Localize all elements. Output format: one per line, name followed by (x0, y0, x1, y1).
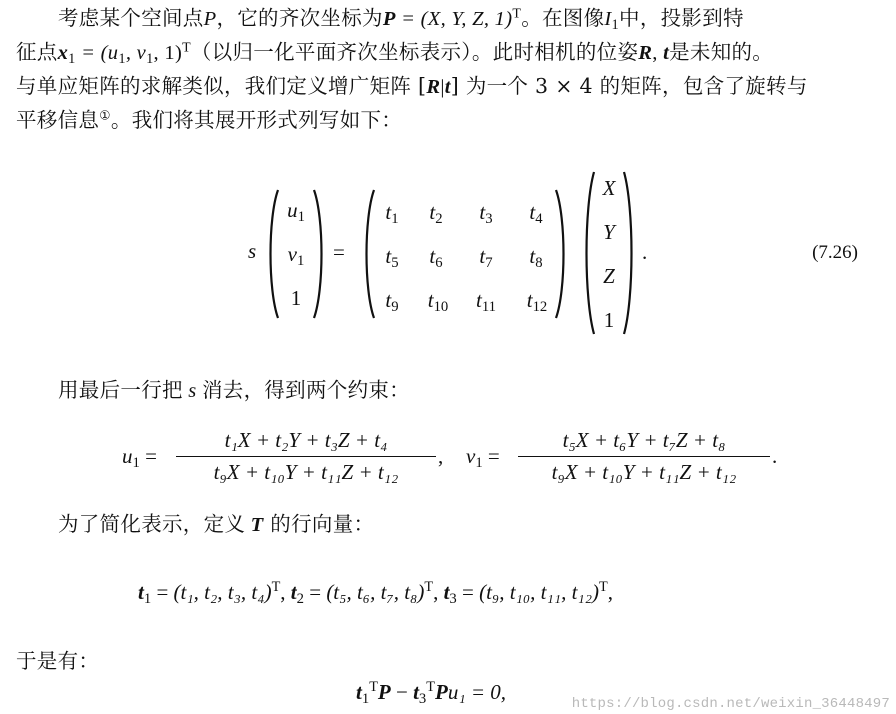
lhs-right-paren (312, 188, 326, 320)
rhs-Y: Y (603, 220, 615, 244)
lhs-v1: $v_1$ (287, 242, 305, 270)
fraction-bar (176, 456, 436, 457)
lhs-one: 1 (290, 286, 302, 310)
fraction-bar (518, 456, 770, 457)
v1-fraction: t₅X + t₆Y + t₇Z + t₈ t₉X + t₁₀Y + t₁₁Z + t₁₂ (518, 428, 770, 485)
intro-line-1: 考虑某个空间点P，它的齐次坐标为P = (X, Y, Z, 1)$^T$。在图像$I_1$中，投影到特 (58, 6, 744, 34)
equation-number: (7.26) (812, 242, 858, 263)
t-cell: $t_4$ (529, 200, 543, 228)
t-cell: $t_{11}$ (476, 288, 496, 316)
scalar-s: s (248, 239, 257, 263)
t-cell: $t_2$ (429, 200, 443, 228)
thus-text: 于是有： (16, 649, 100, 673)
constraint-equations: $u_1$ = t₁X + t₂Y + t₃Z + t₄ t₉X + t₁₀Y + t₁₁Z + t₁₂ , $v_1$ = t₅X + t₆Y + t₇Z + t₈ t₉X + t₁₀Y + t₁₁Z + t₁₂ . (122, 428, 778, 484)
t-cell: $t_6$ (429, 244, 443, 272)
rhs-right-paren (622, 170, 636, 336)
footnote-marker: ① (99, 107, 111, 123)
row-vectors-equation: $t_1 = (t_1$, t₂, t₃, t₄)$^T$, $t_2 = (t_5$, t₆, t₇, t₈)$^T$, $t_3 = (t_9$, t₁₀, t₁₁, t₁₂)$^T$, (138, 579, 613, 608)
define-rows-text: 为了简化表示，定义 T 的行向量： (58, 512, 375, 536)
t-cell: $t_5$ (385, 244, 399, 272)
t-cell: $t_1$ (385, 200, 399, 228)
final-equation: $t_1^TP - t_3^TPu_1 = 0$, (356, 679, 507, 708)
t-cell: $t_7$ (479, 244, 493, 272)
rhs-left-paren (582, 170, 596, 336)
intro-paragraph (16, 2, 888, 137)
equals-sign: = (333, 240, 345, 264)
intro-line-2: 征点$x_1 = (u_1$, $v_1$, 1)$^T$（以归一化平面齐次坐标表示）。此时相机的位姿R, t是未知的。 (16, 40, 774, 68)
matrix-equation (0, 160, 896, 340)
lhs-left-paren (266, 188, 280, 320)
rhs-Z: Z (603, 264, 615, 288)
u1-fraction: t₁X + t₂Y + t₃Z + t₄ t₉X + t₁₀Y + t₁₁Z + t₁₂ (176, 428, 436, 485)
t-cell: $t_{10}$ (427, 288, 449, 316)
equation-period: . (642, 240, 648, 264)
t-cell: $t_3$ (479, 200, 493, 228)
v1-label: $v_1$ = (466, 444, 500, 472)
intro-line-4: 平移信息①。我们将其展开形式列写如下： (16, 107, 403, 132)
watermark: https://blog.csdn.net/weixin_36448497 (571, 696, 890, 712)
rhs-one: 1 (603, 308, 615, 332)
t-cell: $t_9$ (385, 288, 399, 316)
elimination-text: 用最后一行把 s 消去，得到两个约束： (58, 378, 410, 402)
intro-line-3: 与单应矩阵的求解类似，我们定义增广矩阵 [R|t] 为一个 3 × 4 的矩阵，包含了旋转与 (16, 74, 808, 98)
u1-label: $u_1$ = (122, 444, 157, 472)
t-cell: $t_8$ (529, 244, 543, 272)
t-cell: $t_{12}$ (526, 288, 548, 316)
lhs-u1: $u_1$ (287, 198, 305, 226)
rhs-X: X (602, 176, 616, 200)
